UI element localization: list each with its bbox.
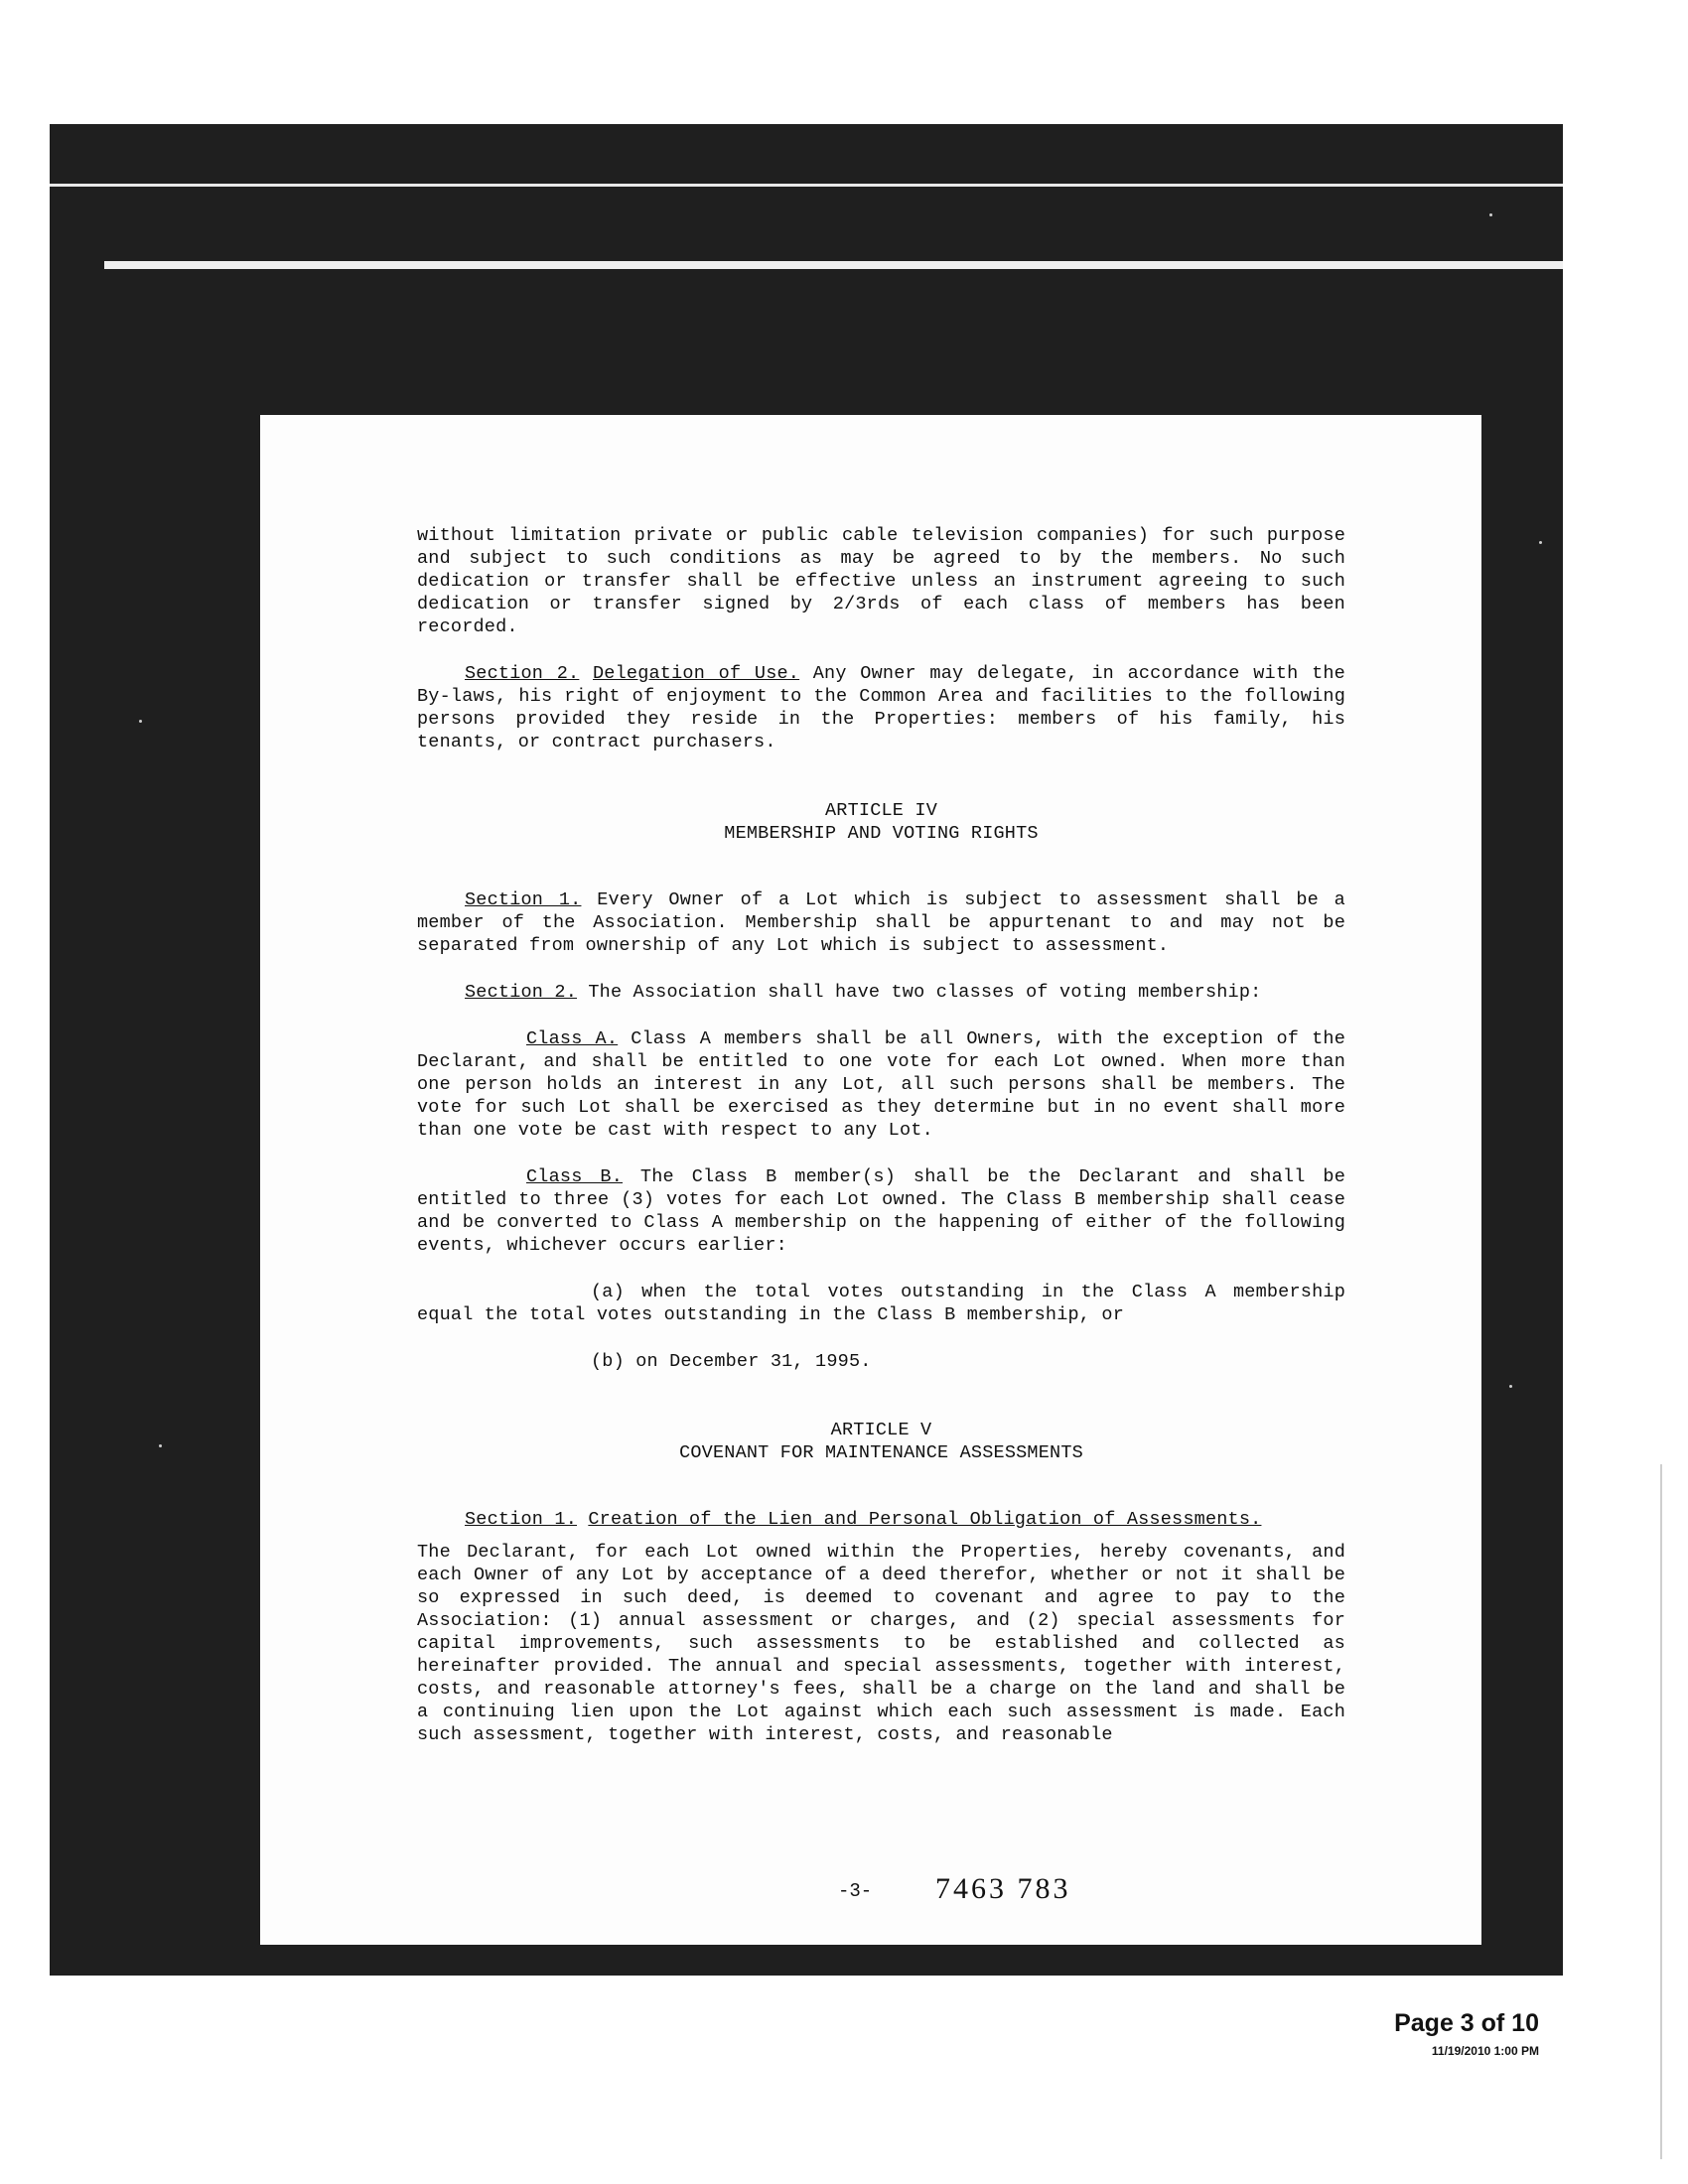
scan-speck [1539, 541, 1542, 544]
scan-speck [1489, 213, 1492, 216]
page-count-label: Page 3 of 10 [1394, 2009, 1539, 2037]
section-label: Section 2. [465, 982, 578, 1003]
page-number: -3- [838, 1880, 873, 1902]
article-number: ARTICLE V [830, 1420, 932, 1440]
list-item-b: (b) on December 31, 1995. [591, 1351, 872, 1372]
article-5-heading [417, 1419, 1345, 1464]
page-indicator [1394, 2009, 1539, 2058]
section-2-delegation [417, 662, 1345, 753]
document-body [417, 524, 1345, 1770]
scan-artifact-line [1660, 1464, 1662, 2159]
scan-artifact-line [50, 184, 1563, 187]
scanned-page-frame [50, 124, 1563, 1976]
print-timestamp: 11/19/2010 1:00 PM [1431, 2044, 1539, 2058]
scan-artifact-line [104, 261, 1563, 269]
article-4-section-2 [417, 981, 1345, 1004]
article-number: ARTICLE IV [824, 800, 938, 821]
section-label: Section 2. [465, 663, 580, 684]
document-page [260, 415, 1481, 1945]
article-4-section-1 [417, 888, 1345, 957]
section-label: Section 1. [465, 889, 582, 910]
class-label: Class B. [526, 1166, 624, 1187]
section-text: The Association shall have two classes of voting membership: [588, 982, 1262, 1003]
section-text: Every Owner of a Lot which is subject to assessment shall be a member of the Association. Membership shall be appurtenant to and may not be separated from ownership of any Lot which is subject to assessment. [417, 889, 1345, 956]
class-a-paragraph [417, 1027, 1345, 1142]
recording-number: 7463 783 [935, 1872, 1071, 1905]
class-text: Class A members shall be all Owners, with the exception of the Declarant, and shall be entitled to one vote for each Lot owned. When more than one person holds an interest in any Lot, all such persons shall be members. The vote for such Lot shall be exercised as they determine but in no event shall more than one vote be cast with respect to any Lot. [417, 1028, 1345, 1141]
scan-speck [1509, 1385, 1512, 1388]
section-title: Creation of the Lien and Personal Obligation of Assessments. [588, 1509, 1262, 1530]
article-5-section-1-heading [417, 1508, 1345, 1531]
paragraph-dedication: without limitation private or public cable television companies) for such purpose and subject to such conditions as may be agreed to by the members. No such dedication or transfer shall be effective unless an instrument agreeing to such dedication or transfer signed by 2/3rds of each class of members has been recorded. [417, 525, 1345, 637]
article-4-heading [417, 799, 1345, 845]
section-title: Delegation of Use. [593, 663, 800, 684]
scan-speck [159, 1444, 162, 1447]
class-b-paragraph [417, 1165, 1345, 1257]
scan-speck [139, 720, 142, 723]
document-footer [260, 1872, 1481, 1912]
class-label: Class A. [526, 1028, 619, 1049]
section-text: Any Owner may delegate, in accordance with the By-laws, his right of enjoyment to the Common Area and facilities to the following persons provided they reside in the Properties: members of his family, his tenants, or contract purchasers. [417, 663, 1345, 752]
list-item-a: (a) when the total votes outstanding in the Class A membership equal the total votes outstanding in the Class B membership, or [417, 1282, 1345, 1325]
class-text: The Class B member(s) shall be the Declarant and shall be entitled to three (3) votes for each Lot owned. The Class B membership shall cease and be converted to Class A membership on the happening of either of the following events, whichever occurs earlier: [417, 1166, 1345, 1256]
article-5-section-1-text: The Declarant, for each Lot owned within the Properties, hereby covenants, and each Owner of any Lot by acceptance of a deed therefor, whether or not it shall be so expressed in such deed, is deemed to covenant and agree to pay to the Association: (1) annual assessment or charges, and (2) special assessments for capital improvements, such assessments to be established and collected as hereinafter provided. The annual and special assessments, together with interest, costs, and reasonable attorney's fees, shall be a charge on the land and shall be a continuing lien upon the Lot against which each such assessment is made. Each such assessment, together with interest, costs, and reasonable [417, 1542, 1345, 1745]
article-title: MEMBERSHIP AND VOTING RIGHTS [724, 823, 1039, 844]
article-title: COVENANT FOR MAINTENANCE ASSESSMENTS [679, 1442, 1083, 1463]
section-label: Section 1. [465, 1509, 578, 1530]
